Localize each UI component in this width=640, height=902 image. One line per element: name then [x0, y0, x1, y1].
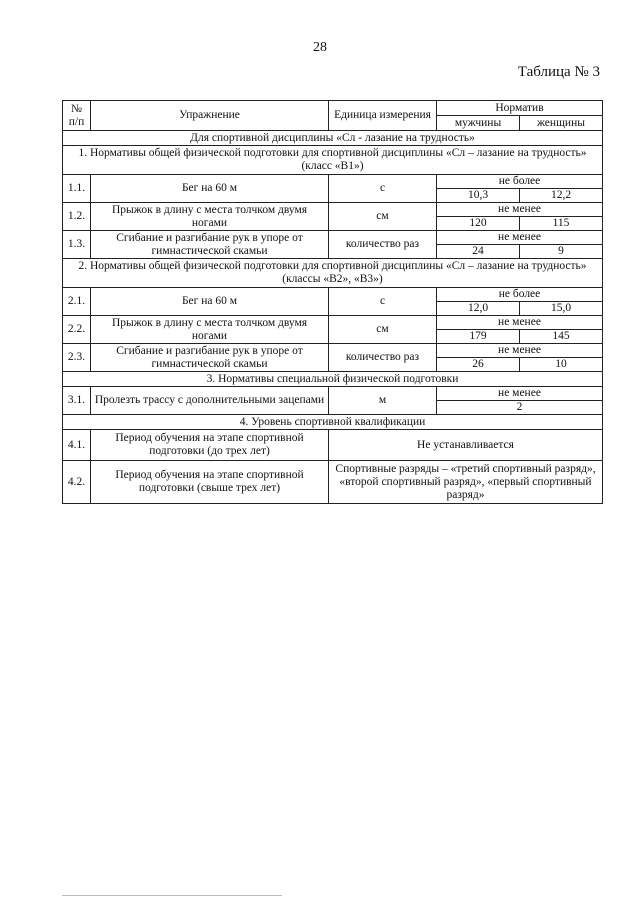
women-value: 12,2: [520, 189, 603, 203]
qualification-value: Спортивные разряды – «третий спортивный разряд», «второй спортивный разряд», «первый спортивный разряд»: [329, 461, 603, 504]
unit: с: [329, 175, 437, 203]
row-number: 2.3.: [63, 344, 91, 372]
exercise-name: Прыжок в длину с места толчком двумя ногами: [91, 316, 329, 344]
row-number: 4.2.: [63, 461, 91, 504]
exercise-name: Период обучения на этапе спортивной подготовки (свыше трех лет): [91, 461, 329, 504]
unit: с: [329, 288, 437, 316]
header-norm: Норматив: [437, 101, 603, 116]
unit: см: [329, 316, 437, 344]
header-women: женщины: [520, 116, 603, 131]
header-num: № п/п: [63, 101, 91, 131]
row-number: 2.2.: [63, 316, 91, 344]
section-1-title: 1. Нормативы общей физической подготовки для спортивной дисциплины «Сл – лазание на трудность» (класс «В1»): [63, 146, 603, 175]
norm-qualifier: не более: [437, 288, 603, 302]
row-number: 4.1.: [63, 430, 91, 461]
norm-qualifier: не менее: [437, 231, 603, 245]
page-number: 28: [313, 40, 327, 55]
row-number: 3.1.: [63, 387, 91, 415]
norm-qualifier: не менее: [437, 387, 603, 401]
unit: м: [329, 387, 437, 415]
unit: количество раз: [329, 231, 437, 259]
men-value: 24: [437, 245, 520, 259]
table-title: Таблица № 3: [517, 64, 600, 80]
norm-qualifier: не менее: [437, 316, 603, 330]
qualification-value: Не устанавливается: [329, 430, 603, 461]
women-value: 10: [520, 358, 603, 372]
header-men: мужчины: [437, 116, 520, 131]
row-number: 2.1.: [63, 288, 91, 316]
exercise-name: Сгибание и разгибание рук в упоре от гимнастической скамьи: [91, 344, 329, 372]
men-value: 10,3: [437, 189, 520, 203]
unit: количество раз: [329, 344, 437, 372]
row-number: 1.2.: [63, 203, 91, 231]
exercise-name: Период обучения на этапе спортивной подготовки (до трех лет): [91, 430, 329, 461]
section-4-title: 4. Уровень спортивной квалификации: [63, 415, 603, 430]
men-value: 179: [437, 330, 520, 344]
exercise-name: Прыжок в длину с места толчком двумя ногами: [91, 203, 329, 231]
women-value: 15,0: [520, 302, 603, 316]
men-value: 26: [437, 358, 520, 372]
norms-table: [62, 100, 603, 504]
discipline-title: Для спортивной дисциплины «Сл - лазание на трудность»: [63, 131, 603, 146]
norm-qualifier: не менее: [437, 344, 603, 358]
norm-qualifier: не более: [437, 175, 603, 189]
row-number: 1.3.: [63, 231, 91, 259]
row-number: 1.1.: [63, 175, 91, 203]
norm-value: 2: [437, 401, 603, 415]
exercise-name: Пролезть трассу с дополнительными зацепами: [91, 387, 329, 415]
header-exercise: Упражнение: [91, 101, 329, 131]
norm-qualifier: не менее: [437, 203, 603, 217]
women-value: 145: [520, 330, 603, 344]
exercise-name: Бег на 60 м: [91, 175, 329, 203]
unit: см: [329, 203, 437, 231]
exercise-name: Сгибание и разгибание рук в упоре от гимнастической скамьи: [91, 231, 329, 259]
footer-divider: [62, 895, 282, 896]
men-value: 120: [437, 217, 520, 231]
exercise-name: Бег на 60 м: [91, 288, 329, 316]
header-unit: Единица измерения: [329, 101, 437, 131]
women-value: 9: [520, 245, 603, 259]
section-2-title: 2. Нормативы общей физической подготовки для спортивной дисциплины «Сл – лазание на трудность» (классы «В2», «В3»): [63, 259, 603, 288]
men-value: 12,0: [437, 302, 520, 316]
section-3-title: 3. Нормативы специальной физической подготовки: [63, 372, 603, 387]
women-value: 115: [520, 217, 603, 231]
